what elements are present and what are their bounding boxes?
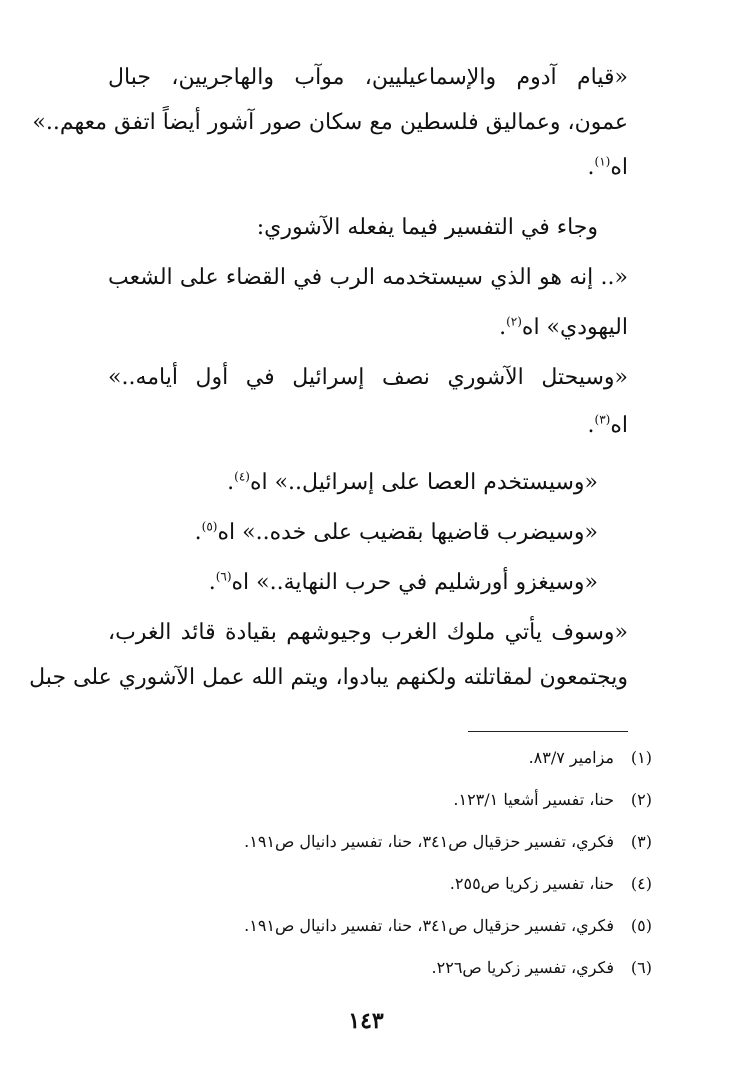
text-line-1: «قيام آدوم والإسماعيليين، موآب والهاجريين، جبال — [108, 65, 628, 90]
footnote-ref-2: (٢) — [506, 314, 522, 329]
text-line-10: «وسيضرب قاضيها بقضيب على خده..» اه$^{(٥)}$. — [194, 519, 598, 545]
footnote-text: فكري، تفسير حزقيال ص٣٤١، حنا، تفسير دانيال ص١٩١. — [244, 832, 614, 851]
text-line-8: اه$^{(٣)}$. — [587, 412, 628, 438]
text-line-2: عمون، وعماليق فلسطين مع سكان صور آشور أيضاً اتفق معهم..» — [32, 110, 628, 135]
footnote-number: (٦) — [630, 958, 652, 977]
footnote-number: (٤) — [630, 874, 652, 893]
footnote-item — [244, 826, 652, 858]
footnote-text: حنا، تفسير زكريا ص٢٥٥. — [449, 874, 614, 893]
footnote-text: مزامير ٨٣/٧. — [528, 748, 614, 767]
text-line-7: «وسيحتل الآشوري نصف إسرائيل في أول أيامه..» — [108, 365, 628, 390]
footnote-text: فكري، تفسير زكريا ص٢٢٦. — [431, 958, 614, 977]
footnote-item — [244, 910, 652, 942]
footnote-ref-4: (٤) — [234, 469, 250, 484]
footnote-ref-6: (٦) — [215, 569, 232, 584]
text-line-5: «.. إنه هو الذي سيستخدمه الرب في القضاء على الشعب — [108, 265, 628, 290]
footnote-text: فكري، تفسير حزقيال ص٣٤١، حنا، تفسير دانيال ص١٩١. — [244, 916, 614, 935]
footnote-divider — [468, 731, 628, 732]
footnote-item — [453, 784, 652, 816]
text-line-12: «وسوف يأتي ملوك الغرب وجيوشهم بقيادة قائد الغرب، — [108, 620, 628, 645]
text-line-9: «وسيستخدم العصا على إسرائيل..» اه$^{(٤)}$. — [227, 469, 598, 495]
footnote-number: (١) — [630, 748, 652, 767]
text-line-3: اه$^{(١)}$. — [587, 154, 628, 180]
footnote-item — [432, 952, 652, 984]
text-line-6: اليهودي» اه$^{(٢)}$. — [499, 314, 628, 340]
text-line-4: وجاء في التفسير فيما يفعله الآشوري: — [256, 215, 598, 240]
page-number: ١٤٣ — [348, 1008, 384, 1034]
footnote-item — [450, 868, 652, 900]
footnote-number: (٢) — [630, 790, 652, 809]
footnote-number: (٥) — [630, 916, 652, 935]
footnote-ref-3: (٣) — [594, 412, 611, 427]
footnote-text: حنا، تفسير أشعيا ١٢٣/١. — [453, 790, 614, 809]
text-line-11: «وسيغزو أورشليم في حرب النهاية..» اه$^{(٦)}$. — [208, 569, 598, 595]
footnote-number: (٣) — [630, 832, 652, 851]
footnote-ref-5: (٥) — [201, 519, 218, 534]
text-line-13: ويجتمعون لمقاتلته ولكنهم يبادوا، ويتم الله عمل الآشوري على جبل — [29, 665, 628, 690]
footnote-ref-1: (١) — [594, 154, 611, 169]
footnote-item — [529, 742, 652, 774]
